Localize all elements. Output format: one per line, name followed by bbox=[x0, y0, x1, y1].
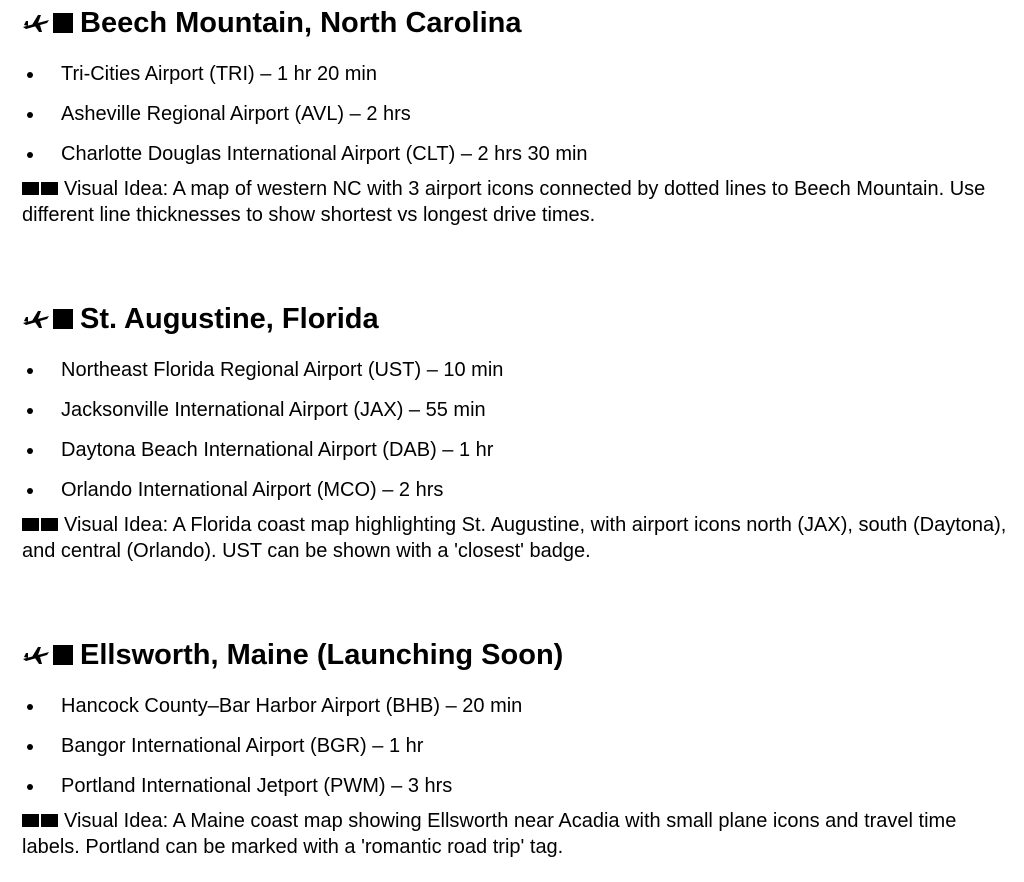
list-item-text: Hancock County–Bar Harbor Airport (BHB) – 20 min bbox=[61, 695, 523, 717]
bullet-icon bbox=[27, 112, 33, 118]
bullet-icon bbox=[27, 72, 33, 78]
list-item-text: Bangor International Airport (BGR) – 1 hr bbox=[61, 735, 424, 757]
list-item bbox=[22, 430, 1012, 470]
bullet-icon bbox=[27, 488, 33, 494]
section-ellsworth bbox=[22, 637, 1012, 860]
visual-idea-note bbox=[22, 808, 1012, 860]
list-item bbox=[22, 134, 1012, 174]
list-item-text: Asheville Regional Airport (AVL) – 2 hrs bbox=[61, 103, 411, 125]
bullet-icon bbox=[27, 704, 33, 710]
section-heading bbox=[22, 5, 1012, 41]
list-item bbox=[22, 686, 1012, 726]
square-icon bbox=[53, 13, 73, 33]
square-icon bbox=[53, 645, 73, 665]
visual-idea-note bbox=[22, 512, 1012, 564]
note-text: Visual Idea: A Maine coast map showing Ellsworth near Acadia with small plane icons and travel time labels. Portland can be marked with a 'romantic road trip' tag. bbox=[22, 810, 957, 858]
bullet-icon bbox=[27, 152, 33, 158]
bullet-icon bbox=[27, 784, 33, 790]
airport-list bbox=[22, 350, 1012, 510]
airport-list bbox=[22, 54, 1012, 174]
airplane-icon bbox=[22, 644, 50, 666]
bullet-icon bbox=[27, 744, 33, 750]
list-item bbox=[22, 54, 1012, 94]
square-icon bbox=[22, 518, 39, 531]
list-item bbox=[22, 470, 1012, 510]
list-item-text: Charlotte Douglas International Airport (CLT) – 2 hrs 30 min bbox=[61, 143, 588, 165]
airplane-icon bbox=[22, 308, 50, 330]
list-item bbox=[22, 390, 1012, 430]
visual-idea-note bbox=[22, 176, 1012, 228]
bullet-icon bbox=[27, 408, 33, 414]
note-text: Visual Idea: A Florida coast map highlighting St. Augustine, with airport icons north (JAX), south (Daytona), and central (Orlando). UST can be shown with a 'closest' badge. bbox=[22, 514, 1007, 562]
square-icon bbox=[22, 814, 39, 827]
section-title: St. Augustine, Florida bbox=[80, 303, 379, 335]
square-icon bbox=[41, 182, 58, 195]
section-st-augustine bbox=[22, 301, 1012, 564]
bullet-icon bbox=[27, 448, 33, 454]
list-item-text: Northeast Florida Regional Airport (UST) – 10 min bbox=[61, 359, 504, 381]
section-title: Ellsworth, Maine (Launching Soon) bbox=[80, 639, 564, 671]
section-title: Beech Mountain, North Carolina bbox=[80, 7, 522, 39]
list-item-text: Tri-Cities Airport (TRI) – 1 hr 20 min bbox=[61, 63, 377, 85]
square-icon bbox=[41, 814, 58, 827]
list-item-text: Daytona Beach International Airport (DAB) – 1 hr bbox=[61, 439, 494, 461]
bullet-icon bbox=[27, 368, 33, 374]
section-heading bbox=[22, 301, 1012, 337]
airport-list bbox=[22, 686, 1012, 806]
square-icon bbox=[22, 182, 39, 195]
square-icon bbox=[53, 309, 73, 329]
list-item bbox=[22, 726, 1012, 766]
section-heading bbox=[22, 637, 1012, 673]
airplane-icon bbox=[22, 12, 50, 34]
list-item bbox=[22, 766, 1012, 806]
list-item-text: Orlando International Airport (MCO) – 2 hrs bbox=[61, 479, 444, 501]
list-item-text: Jacksonville International Airport (JAX) – 55 min bbox=[61, 399, 486, 421]
section-beech-mountain bbox=[22, 5, 1012, 228]
note-text: Visual Idea: A map of western NC with 3 airport icons connected by dotted lines to Beech Mountain. Use different line thicknesses to show shortest vs longest drive times. bbox=[22, 178, 986, 226]
list-item bbox=[22, 350, 1012, 390]
list-item-text: Portland International Jetport (PWM) – 3 hrs bbox=[61, 775, 453, 797]
list-item bbox=[22, 94, 1012, 134]
square-icon bbox=[41, 518, 58, 531]
